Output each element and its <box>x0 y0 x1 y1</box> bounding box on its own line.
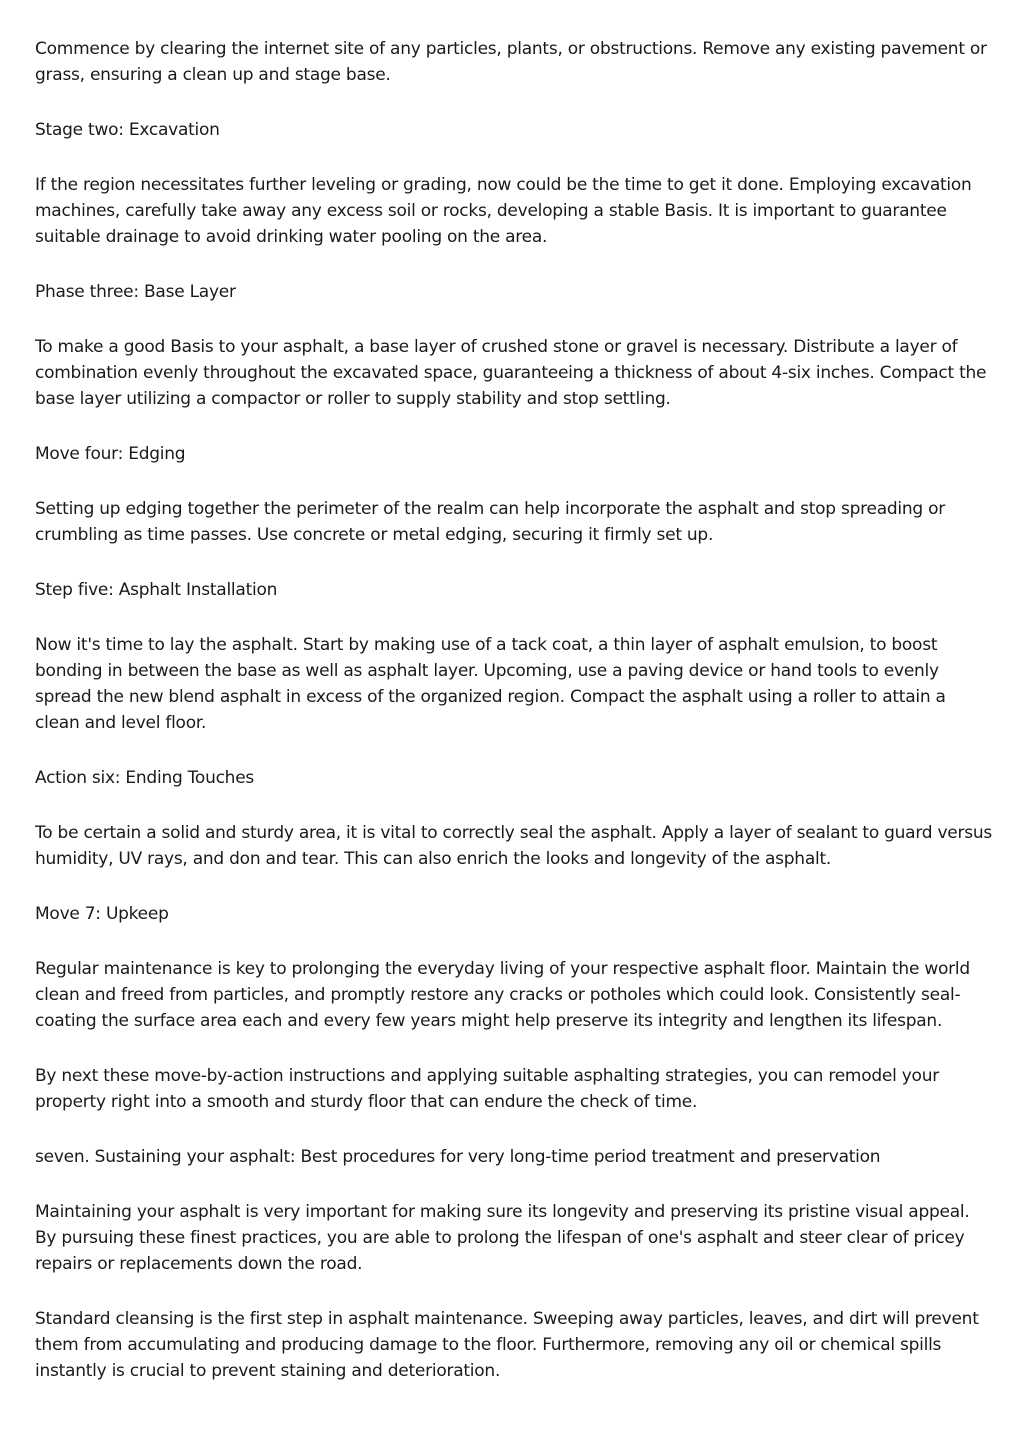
heading-finishing-touches: Action six: Ending Touches <box>35 768 255 788</box>
heading-sustaining-asphalt: seven. Sustaining your asphalt: Best procedures for very long-time period treatment and preservation <box>35 1147 881 1167</box>
paragraph-cleaning: Standard cleansing is the first step in asphalt maintenance. Sweeping away particles, leaves, and dirt will prevent them from accumulating and producing damage to the floor. Furthermore, removing any oil or chemical spills instantly is crucial to prevent staining and deterioration. <box>35 1309 979 1381</box>
paragraph-edging: Setting up edging together the perimeter of the realm can help incorporate the asphalt and stop spreading or crumbling as time passes. Use concrete or metal edging, securing it firmly set up. <box>35 499 945 545</box>
paragraph-asphalt-installation: Now it's time to lay the asphalt. Start by making use of a tack coat, a thin layer of asphalt emulsion, to boost bonding in between the base as well as asphalt layer. Upcoming, use a paving device or hand tools to evenly spread the new blend asphalt in excess of the organized region. Compact the asphalt using a roller to attain a clean and level floor. <box>35 635 946 733</box>
paragraph-finishing-touches: To be certain a solid and sturdy area, it is vital to correctly seal the asphalt. Apply a layer of sealant to guard versus humidity, UV rays, and don and tear. This can also enrich the looks and longevity of the asphalt. <box>35 823 992 869</box>
paragraph-excavation: If the region necessitates further leveling or grading, now could be the time to get it done. Employing excavation machines, carefully take away any excess soil or rocks, developing a stable Basis. It is important to guarantee suitable drainage to avoid drinking water pooling on the area. <box>35 175 972 247</box>
paragraph-upkeep: Regular maintenance is key to prolonging the everyday living of your respective asphalt floor. Maintain the world clean and freed from particles, and promptly restore any cracks or potholes which could look. Consistently seal-coating the surface area each and every few years might help preserve its integrity and lengthen its lifespan. <box>35 959 970 1031</box>
paragraph-conclusion: By next these move-by-action instructions and applying suitable asphalting strategies, you can remodel your property right into a smooth and sturdy floor that can endure the check of time. <box>35 1066 939 1112</box>
heading-edging: Move four: Edging <box>35 444 186 464</box>
heading-upkeep: Move 7: Upkeep <box>35 904 169 924</box>
heading-excavation: Stage two: Excavation <box>35 120 220 140</box>
document-body <box>35 36 995 1413</box>
heading-asphalt-installation: Step five: Asphalt Installation <box>35 580 278 600</box>
paragraph-maintenance-intro: Maintaining your asphalt is very important for making sure its longevity and preserving its pristine visual appeal. By pursuing these finest practices, you are able to prolong the lifespan of one's asphalt and steer clear of pricey repairs or replacements down the road. <box>35 1202 970 1274</box>
paragraph-base-layer: To make a good Basis to your asphalt, a base layer of crushed stone or gravel is necessary. Distribute a layer of combination evenly throughout the excavated space, guaranteeing a thickness of about 4-six inches. Compact the base layer utilizing a compactor or roller to supply stability and stop settling. <box>35 337 987 409</box>
paragraph-site-clearing: Commence by clearing the internet site of any particles, plants, or obstructions. Remove any existing pavement or grass, ensuring a clean up and stage base. <box>35 39 987 85</box>
heading-base-layer: Phase three: Base Layer <box>35 282 236 302</box>
